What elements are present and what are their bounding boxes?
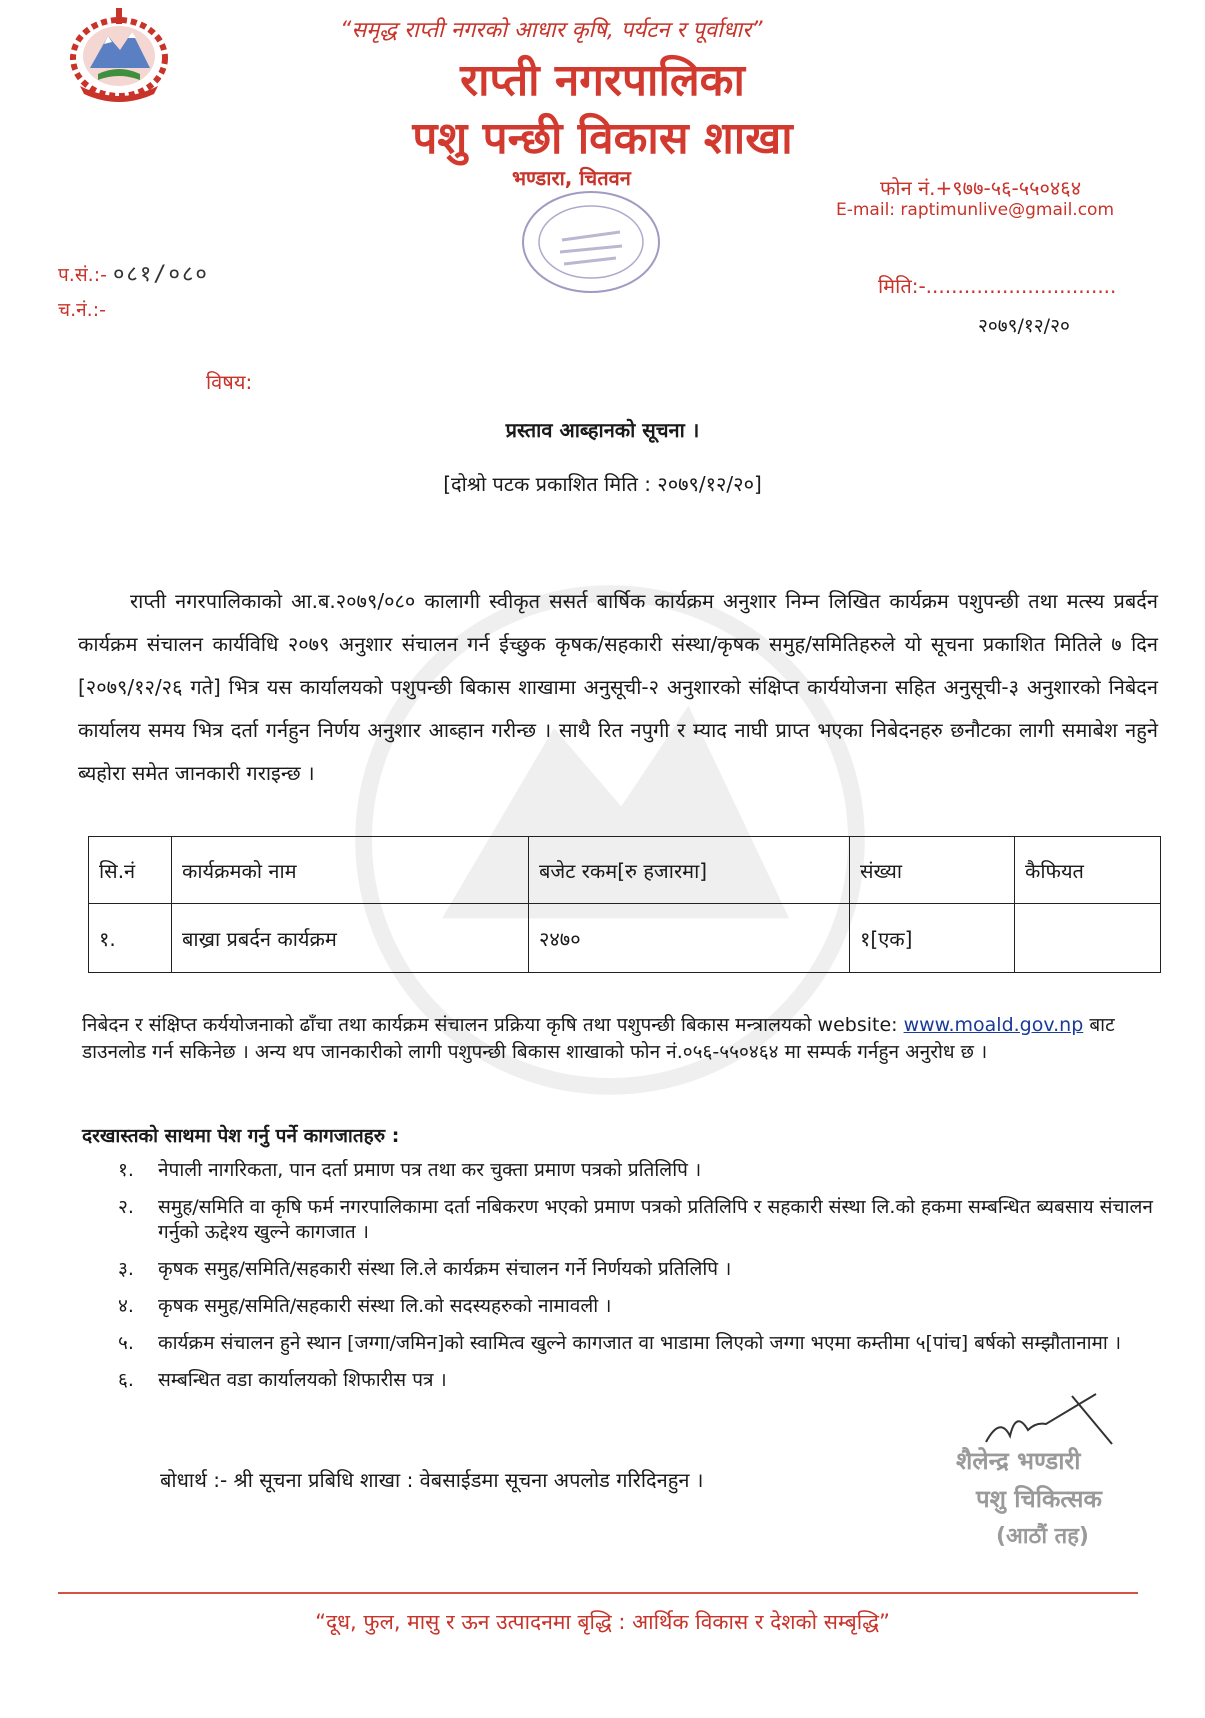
required-documents-list — [118, 1158, 1153, 1405]
notice-heading: प्रस्ताव आब्हानको सूचना । — [505, 418, 700, 442]
table-header-row — [89, 837, 1161, 904]
signatory-level: (आठौं तह) — [996, 1524, 1089, 1549]
letter-date: २०७९/१२/२० — [978, 315, 1070, 337]
table-header-cell: कार्यक्रमको नाम — [172, 837, 529, 904]
list-item — [118, 1158, 1153, 1183]
list-item — [118, 1331, 1153, 1356]
signatory-designation: पशु चिकित्सक — [976, 1485, 1102, 1513]
program-table — [88, 836, 1161, 973]
list-item — [118, 1257, 1153, 1282]
list-item — [118, 1294, 1153, 1319]
office-location: भण्डारा, चितवन — [512, 166, 631, 190]
table-cell: १[एक] — [850, 904, 1015, 973]
subject-label: विषय: — [206, 370, 253, 394]
notice-body-text: राप्ती नगरपालिकाको आ.ब.२०७९/०८० कालागी स्वीकृत ससर्त बार्षिक कार्यक्रम अनुशार निम्न लिखित कार्यक्रम पशुपन्छी तथा मत्स्य प्रबर्दन कार्यक्रम संचालन कार्यविधि २०७९ अनुशार संचालन गर्न ईच्छुक कृषक/सहकारी संस्था/कृषक समुह/समितिहरुले यो सूचना प्रकाशित मितिले ७ दिन [२०७९/१२/२६ गते] भित्र यस कार्यालयको पशुपन्छी बिकास शाखामा अनुसूची-२ अनुशारको संक्षिप्त कार्ययोजना सहित अनुसूची-३ अनुशारको निबेदन कार्यालय समय भित्र दर्ता गर्नहुन निर्णय अनुशार आब्हान गरीन्छ । साथै रित नपुगी र म्याद नाघी प्राप्त भएका निबेदनहरु छनौटका लागी समाबेश नहुने ब्यहोरा समेत जानकारी गराइन्छ । — [78, 589, 1158, 785]
dispatch-number-label: च.नं.:- — [58, 299, 106, 321]
org-name: राप्ती नगरपालिका — [460, 55, 745, 106]
list-item-text: कृषक समुह/समिति/सहकारी संस्था लि.को सदस्यहरुको नामावली । — [158, 1295, 612, 1317]
required-documents-title: दरखास्तको साथमा पेश गर्नु पर्ने कागजातहरु : — [82, 1125, 400, 1147]
reference-label: प.सं.:- — [58, 264, 107, 286]
list-item-text: समुह/समिति वा कृषि फर्म नगरपालिकामा दर्ता नबिकरण भएको प्रमाण पत्रको प्रतिलिपि र सहकारी संस्था लि.को हकमा सम्बन्धित ब्यबसाय संचालन गर्नुको ऊद्देश्य खुल्ने कागजात । — [158, 1196, 1153, 1243]
download-note — [82, 1012, 1162, 1066]
table-cell: बाख्रा प्रबर्दन कार्यक्रम — [172, 904, 529, 973]
office-email: E-mail: raptimunlive@gmail.com — [836, 200, 1115, 220]
header-slogan: “समृद्ध राप्ती नगरको आधार कृषि, पर्यटन र पूर्वाधार” — [340, 18, 763, 43]
table-cell — [1015, 904, 1161, 973]
office-phone: फोन नं.+९७७-५६-५५०४६४ — [880, 176, 1082, 200]
table-header-cell: कैफियत — [1015, 837, 1161, 904]
footer-divider — [58, 1592, 1138, 1594]
ministry-website-link[interactable]: www.moald.gov.np — [903, 1014, 1084, 1036]
list-item-text: कृषक समुह/समिति/सहकारी संस्था लि.ले कार्यक्रम संचालन गर्ने निर्णयको प्रतिलिपि । — [158, 1258, 732, 1280]
note-text-before: निबेदन र संक्षिप्त कर्ययोजनाको ढाँचा तथा कार्यक्रम संचालन प्रक्रिया कृषि तथा पशुपन्छी बिकास मन्त्रालयको website: — [82, 1014, 898, 1036]
list-item-number: ४. — [118, 1295, 134, 1317]
notice-body-paragraph — [78, 580, 1158, 795]
list-item-number: ६. — [118, 1369, 134, 1391]
list-item-text: सम्बन्धित वडा कार्यालयको शिफारीस पत्र । — [158, 1369, 447, 1391]
copy-to-line: बोधार्थ :- श्री सूचना प्रबिधि शाखा : वेबसाईडमा सूचना अपलोड गरिदिनहुन । — [160, 1468, 704, 1492]
office-stamp-seal — [512, 180, 670, 298]
note-text-after: बाट डाउनलोड गर्न सकिनेछ । अन्य थप जानकारीको लागी पशुपन्छी बिकास शाखाको फोन नं.०५६-५५०४६४ मा सम्पर्क गर्नहुन अनुरोध छ । — [82, 1014, 1115, 1063]
notice-subheading: [दोश्रो पटक प्रकाशित मिति : २०७९/१२/२०] — [443, 472, 762, 496]
list-item-number: ३. — [118, 1258, 134, 1280]
table-cell: १. — [89, 904, 172, 973]
date-label: मिति:-.............................. — [878, 274, 1117, 298]
list-item-number: ५. — [118, 1332, 134, 1354]
table-header-cell: संख्या — [850, 837, 1015, 904]
table-row — [89, 904, 1161, 973]
footer-slogan: “दूध, फुल, मासु र ऊन उत्पादनमा बृद्धि : आर्थिक विकास र देशको सम्बृद्धि” — [315, 1610, 890, 1634]
list-item-text: कार्यक्रम संचालन हुने स्थान [जग्गा/जमिन]को स्वामित्व खुल्ने कागजात वा भाडामा लिएको जग्गा भएमा कम्तीमा ५[पांच] बर्षको सम्झौतानामा । — [158, 1332, 1122, 1354]
list-item — [118, 1195, 1153, 1245]
list-item-number: २. — [118, 1196, 134, 1218]
list-item-text: नेपाली नागरिकता, पान दर्ता प्रमाण पत्र तथा कर चुक्ता प्रमाण पत्रको प्रतिलिपि । — [158, 1159, 702, 1181]
branch-name: पशु पन्छी विकास शाखा — [412, 113, 793, 164]
reference-handwritten: ०८१/०८० — [112, 262, 209, 287]
signatory-name: शैलेन्द्र भण्डारी — [956, 1447, 1081, 1475]
reference-number — [58, 258, 209, 288]
list-item-number: १. — [118, 1159, 134, 1181]
table-cell: २४७० — [529, 904, 850, 973]
table-header-cell: सि.नं — [89, 837, 172, 904]
table-header-cell: बजेट रकम[रु हजारमा] — [529, 837, 850, 904]
